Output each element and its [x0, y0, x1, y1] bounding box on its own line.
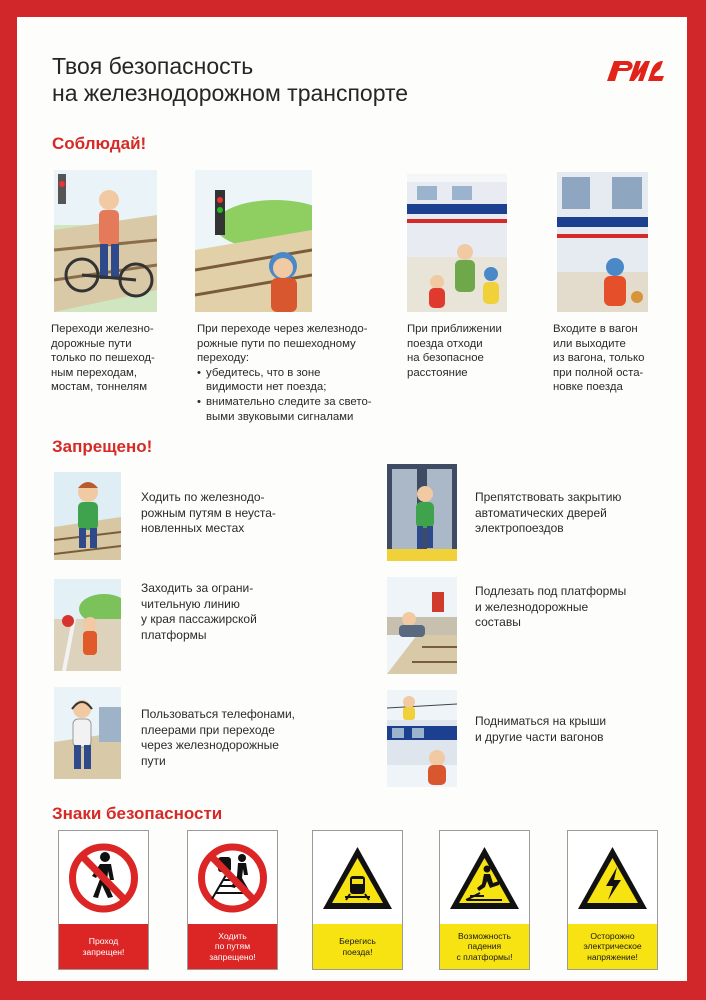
forbidden-text-1: Ходить по железнодо- рожным путям в неуста- новленных местах	[141, 490, 276, 535]
observe-text-4: Входите в вагон или выходите из вагона, только при полной оста- новке поезда	[553, 323, 645, 394]
title-line-1: Твоя безопасность	[52, 53, 254, 79]
sign-caption-3: Берегись поезда!	[313, 924, 402, 969]
section-heading-forbidden: Запрещено!	[52, 437, 153, 456]
sign-caption-4: Возможность падения с платформы!	[440, 924, 529, 969]
illustration-walking-on-tracks	[54, 472, 121, 560]
forbidden-text-5: Пользоваться телефонами, плеерами при переходе через железнодорожные пути	[141, 707, 296, 768]
observe-bullet-1: • убедитесь, что в зоне видимости нет поезда;	[197, 366, 372, 395]
sign-beware-of-train	[312, 830, 403, 970]
illustration-crossing-with-bike	[54, 170, 157, 312]
sign-high-voltage	[567, 830, 658, 970]
fall-warning-icon	[440, 831, 529, 921]
no-walking-icon	[59, 831, 148, 921]
illustration-platform-edge-line	[54, 579, 121, 671]
observe-text-1: Переходи железно- дорожные пути только по пешеход- ным переходам, мостам, тоннелям	[51, 323, 155, 394]
title-line-2: на железнодорожном транспорте	[52, 80, 409, 106]
high-voltage-icon	[568, 831, 657, 921]
forbidden-text-3: Заходить за ограни- чительную линию у края пассажирской платформы	[141, 581, 257, 642]
illustration-crossing-pedestrian	[195, 170, 312, 312]
poster-title	[52, 53, 408, 107]
sign-caption-1: Проход запрещен!	[59, 924, 148, 969]
poster	[17, 17, 687, 981]
train-warning-icon	[313, 831, 402, 921]
sign-no-walking-on-tracks	[187, 830, 278, 970]
rzd-logo	[605, 57, 665, 88]
section-heading-signs: Знаки безопасности	[52, 804, 223, 823]
illustration-holding-doors	[387, 464, 457, 561]
observe-text-2: При переходе через железнодо- рожные пути по пешеходному переходу: • убедитесь, что в зоне видимости нет поезда; • внимательно следите за свето- выми звуковыми сигналами	[197, 322, 372, 424]
sign-caption-5: Осторожно электрическое напряжение!	[568, 924, 657, 969]
forbidden-text-2: Препятствовать закрытию автоматических дверей электропоездов	[475, 490, 622, 535]
observe-bullet-2: • внимательно следите за свето- выми звуковыми сигналами	[197, 395, 372, 424]
sign-no-passage	[58, 830, 149, 970]
illustration-climbing-roof	[387, 690, 457, 787]
illustration-under-platform	[387, 577, 457, 674]
forbidden-text-4: Подлезать под платформы и железнодорожные составы	[475, 584, 627, 629]
sign-platform-fall-risk	[439, 830, 530, 970]
illustration-family-away-from-train	[407, 174, 507, 312]
observe-text-3: При приближении поезда отходи на безопасное расстояние	[407, 323, 502, 379]
section-heading-observe: Соблюдай!	[52, 134, 147, 153]
no-walking-on-tracks-icon	[188, 831, 277, 921]
forbidden-text-6: Подниматься на крыши и другие части вагонов	[475, 714, 607, 744]
sign-caption-2: Ходить по путям запрещено!	[188, 924, 277, 969]
illustration-boarding-train	[557, 172, 648, 312]
illustration-headphones-crossing	[54, 687, 121, 779]
